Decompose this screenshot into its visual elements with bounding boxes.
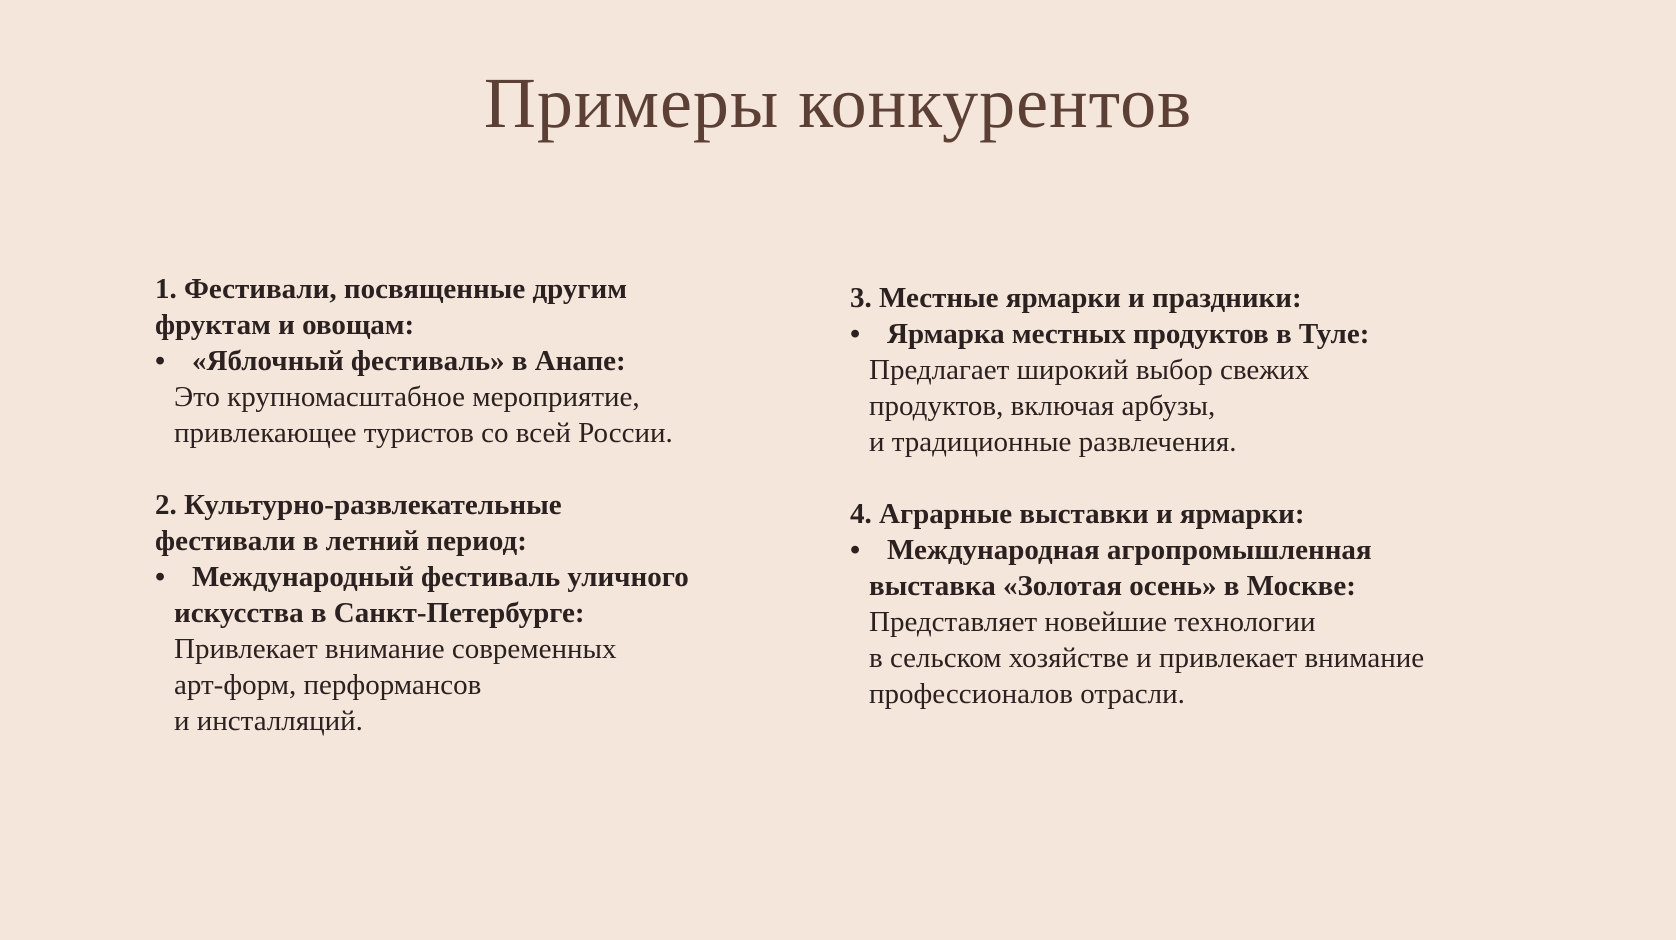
bullet-description: в сельском хозяйстве и привлекает внимание: [869, 642, 1425, 674]
bullet-title: «Яблочный фестиваль» в Анапе:: [192, 345, 626, 377]
bullet-description: Привлекает внимание современных: [174, 633, 617, 665]
section-heading: 4. Аграрные выставки и ярмарки:: [850, 498, 1305, 530]
bullet-title: выставка «Золотая осень» в Москве:: [869, 570, 1356, 602]
bullet-description: и инсталляций.: [174, 705, 363, 737]
bullet-title: Международная агропромышленная: [887, 534, 1372, 566]
slide-title: Примеры конкурентов: [483, 63, 1193, 143]
section-heading: 2. Культурно-развлекательные: [155, 489, 562, 521]
bullet-description: Представляет новейшие технологии: [869, 606, 1316, 638]
bullet-title: Международный фестиваль уличного: [192, 561, 689, 593]
bullet-icon: •: [850, 318, 861, 350]
section-heading: 3. Местные ярмарки и праздники:: [850, 282, 1302, 314]
section-heading: фруктам и овощам:: [155, 309, 415, 341]
section-2: [155, 487, 689, 739]
section-heading: фестивали в летний период:: [155, 525, 527, 557]
section-4: [850, 496, 1424, 712]
bullet-description: профессионалов отрасли.: [869, 678, 1185, 710]
bullet-description: Предлагает широкий выбор свежих: [869, 354, 1310, 386]
bullet-icon: •: [155, 561, 166, 593]
bullet-description: привлекающее туристов со всей России.: [174, 417, 673, 449]
section-3: [850, 280, 1424, 460]
bullet-description: Это крупномасштабное мероприятие,: [174, 381, 640, 413]
bullet-item: [850, 316, 1424, 352]
bullet-item: [850, 532, 1424, 568]
bullet-icon: •: [155, 345, 166, 377]
bullet-title: искусства в Санкт-Петербурге:: [174, 597, 585, 629]
bullet-title: Ярмарка местных продуктов в Туле:: [887, 318, 1370, 350]
right-column: [850, 280, 1424, 712]
left-column: [155, 271, 689, 739]
bullet-description: и традиционные развлечения.: [869, 426, 1237, 458]
bullet-description: продуктов, включая арбузы,: [869, 390, 1216, 422]
section-1: [155, 271, 689, 451]
bullet-item: [155, 559, 689, 595]
bullet-icon: •: [850, 534, 861, 566]
bullet-item: [155, 343, 689, 379]
section-heading: 1. Фестивали, посвященные другим: [155, 273, 627, 305]
bullet-description: арт-форм, перформансов: [174, 669, 482, 701]
